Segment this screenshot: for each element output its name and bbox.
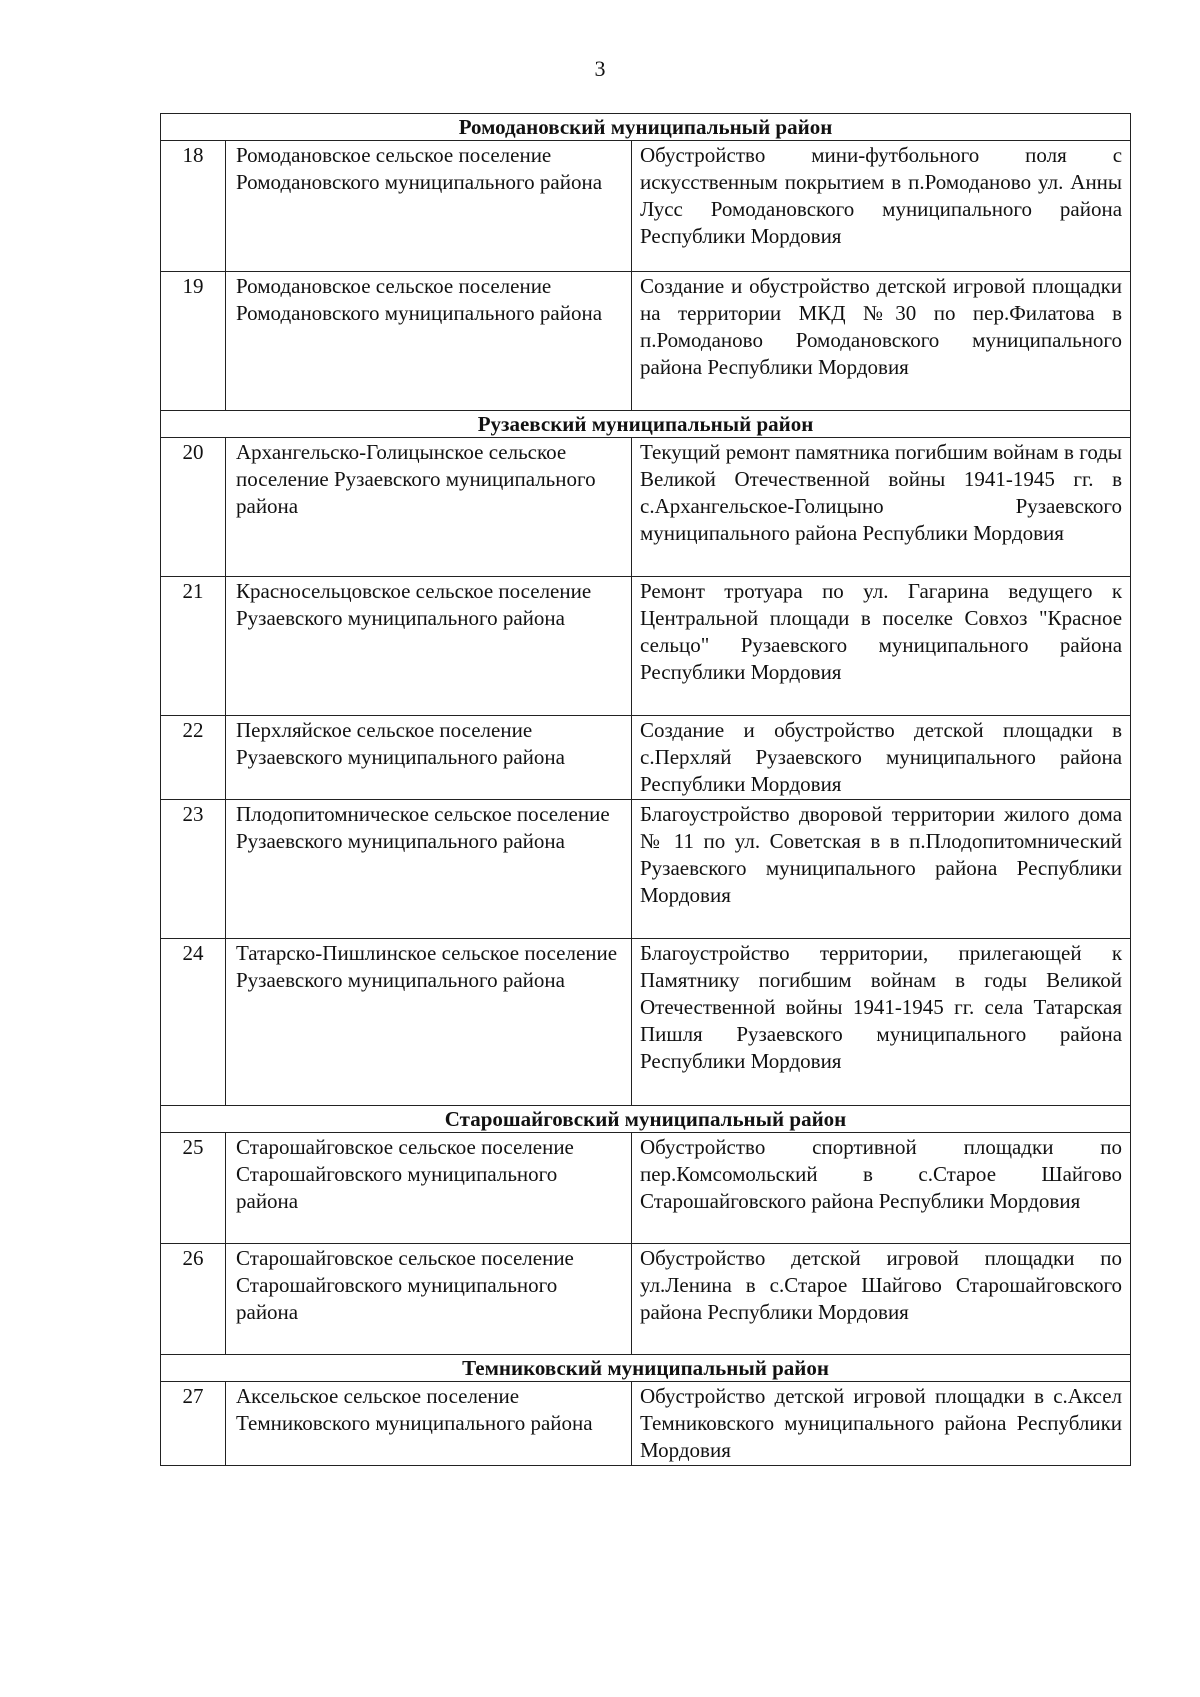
settlement-name: Старошайговское сельское поселение Старошайговского муниципального района — [226, 1244, 632, 1355]
project-description: Обустройство детской игровой площадки по ул.Ленина в с.Старое Шайгово Старошайговского района Республики Мордовия — [632, 1244, 1131, 1355]
settlement-name: Красносельцовское сельское поселение Рузаевского муниципального района — [226, 577, 632, 716]
project-description: Текущий ремонт памятника погибшим войнам в годы Великой Отечественной войны 1941-1945 гг. в с.Архангельское-Голицыно Рузаевского муниципального района Республики Мордовия — [632, 438, 1131, 577]
row-number: 20 — [161, 438, 226, 577]
table-row — [161, 716, 1131, 800]
project-description: Создание и обустройство детской игровой площадки на территории МКД №30 по пер.Филатова в п.Ромоданово Ромодановского муниципального района Республики Мордовия — [632, 272, 1131, 411]
section-header-row — [161, 411, 1131, 438]
project-description: Создание и обустройство детской площадки в с.Перхляй Рузаевского муниципального района Республики Мордовия — [632, 716, 1131, 800]
row-number: 19 — [161, 272, 226, 411]
table-row — [161, 1133, 1131, 1244]
project-description: Обустройство мини-футбольного поля с искусственным покрытием в п.Ромоданово ул. Анны Лусс Ромодановского муниципального района Республики Мордовия — [632, 141, 1131, 272]
project-description: Обустройство детской игровой площадки в с.Аксел Темниковского муниципального района Республики Мордовия — [632, 1382, 1131, 1466]
settlement-name: Ромодановское сельское поселение Ромодановского муниципального района — [226, 141, 632, 272]
settlement-name: Татарско-Пишлинское сельское поселение Рузаевского муниципального района — [226, 939, 632, 1106]
table-row — [161, 1382, 1131, 1466]
section-header-row — [161, 114, 1131, 141]
table-row — [161, 800, 1131, 939]
row-number: 26 — [161, 1244, 226, 1355]
section-header-row — [161, 1355, 1131, 1382]
table-row — [161, 141, 1131, 272]
project-description: Благоустройство дворовой территории жилого дома № 11 по ул. Советская в в п.Плодопитомнический Рузаевского муниципального района Республики Мордовия — [632, 800, 1131, 939]
page-number: 3 — [594, 56, 606, 81]
table-row — [161, 438, 1131, 577]
section-title: Старошайговский муниципальный район — [161, 1106, 1131, 1133]
row-number: 21 — [161, 577, 226, 716]
section-title: Темниковский муниципальный район — [161, 1355, 1131, 1382]
project-description: Обустройство спортивной площадки по пер.Комсомольский в с.Старое Шайгово Старошайговского района Республики Мордовия — [632, 1133, 1131, 1244]
section-title: Ромодановский муниципальный район — [161, 114, 1131, 141]
project-description: Ремонт тротуара по ул. Гагарина ведущего к Центральной площади в поселке Совхоз "Красное сельцо" Рузаевского муниципального района Республики Мордовия — [632, 577, 1131, 716]
table-row — [161, 577, 1131, 716]
settlement-name: Старошайговское сельское поселение Старошайговского муниципального района — [226, 1133, 632, 1244]
table-row — [161, 1244, 1131, 1355]
row-number: 25 — [161, 1133, 226, 1244]
row-number: 23 — [161, 800, 226, 939]
section-title: Рузаевский муниципальный район — [161, 411, 1131, 438]
settlement-name: Аксельское сельское поселение Темниковского муниципального района — [226, 1382, 632, 1466]
section-header-row — [161, 1106, 1131, 1133]
settlement-name: Архангельско-Голицынское сельское поселение Рузаевского муниципального района — [226, 438, 632, 577]
row-number: 27 — [161, 1382, 226, 1466]
projects-table — [160, 113, 1131, 1466]
settlement-name: Перхляйское сельское поселение Рузаевского муниципального района — [226, 716, 632, 800]
settlement-name: Ромодановское сельское поселение Ромодановского муниципального района — [226, 272, 632, 411]
project-description: Благоустройство территории, прилегающей к Памятнику погибшим войнам в годы Великой Отечественной войны 1941-1945 гг. села Татарская Пишля Рузаевского муниципального района Республики Мордовия — [632, 939, 1131, 1106]
row-number: 22 — [161, 716, 226, 800]
table-row — [161, 272, 1131, 411]
settlement-name: Плодопитомническое сельское поселение Рузаевского муниципального района — [226, 800, 632, 939]
row-number: 18 — [161, 141, 226, 272]
table-row — [161, 939, 1131, 1106]
row-number: 24 — [161, 939, 226, 1106]
